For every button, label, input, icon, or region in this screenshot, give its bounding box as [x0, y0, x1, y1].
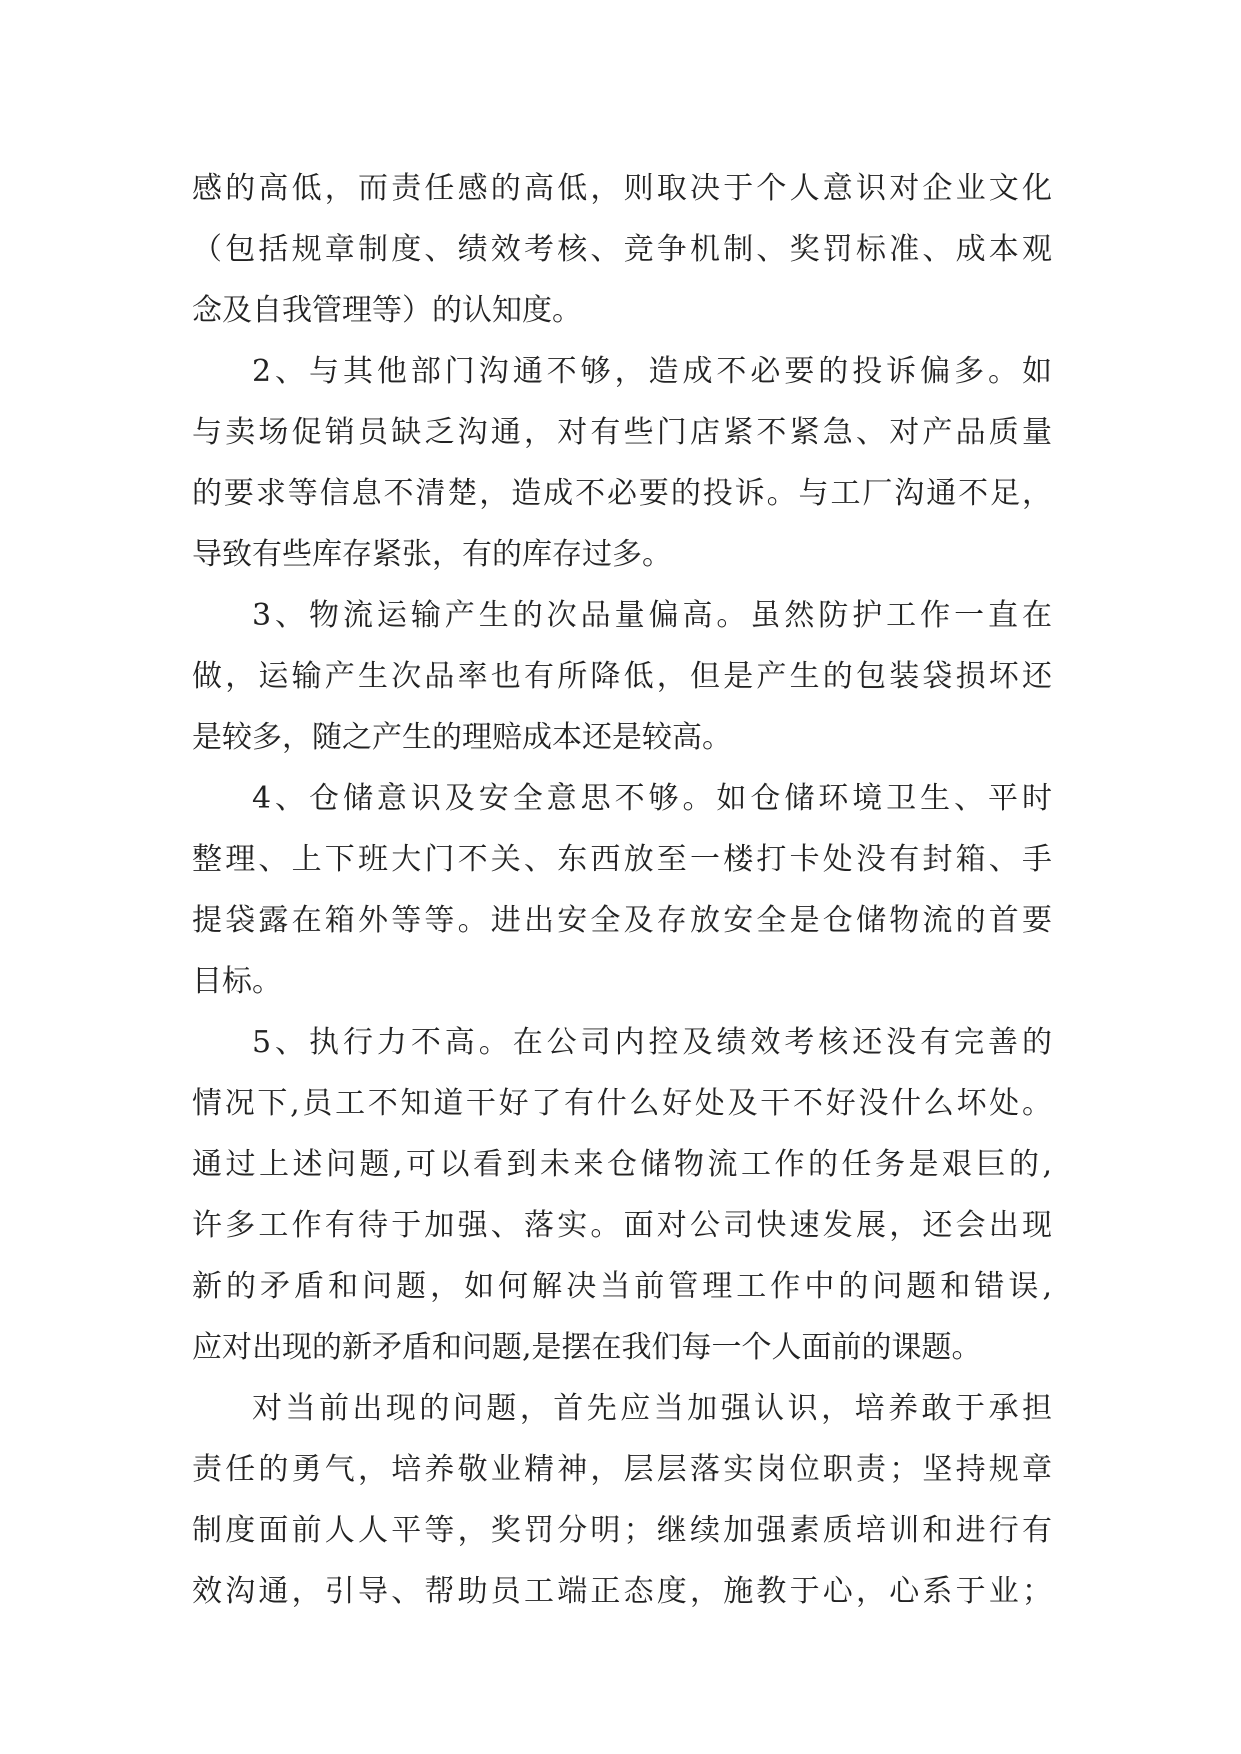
text-line: 许多工作有待于加强、落实。面对公司快速发展，还会出现	[192, 1208, 1052, 1243]
text-line: 2、与其他部门沟通不够，造成不必要的投诉偏多。如	[252, 354, 1052, 389]
text-line: 5、执行力不高。在公司内控及绩效考核还没有完善的	[252, 1025, 1052, 1060]
text-line: 感的高低，而责任感的高低，则取决于个人意识对企业文化	[192, 171, 1052, 206]
text-line: 导致有些库存紧张，有的库存过多。	[192, 537, 672, 572]
text-line: 制度面前人人平等，奖罚分明；继续加强素质培训和进行有	[192, 1513, 1052, 1548]
text-line: 应对出现的新矛盾和问题,是摆在我们每一个人面前的课题。	[192, 1330, 982, 1365]
text-line: （包括规章制度、绩效考核、竞争机制、奖罚标准、成本观	[192, 232, 1052, 267]
text-line: 做，运输产生次品率也有所降低，但是产生的包装袋损坏还	[192, 659, 1052, 694]
text-line: 的要求等信息不清楚，造成不必要的投诉。与工厂沟通不足，	[192, 476, 1052, 511]
text-line: 对当前出现的问题，首先应当加强认识，培养敢于承担	[252, 1391, 1052, 1426]
text-line: 是较多，随之产生的理赔成本还是较高。	[192, 720, 732, 755]
document-body	[192, 158, 1052, 1622]
text-line: 提袋露在箱外等等。进出安全及存放安全是仓储物流的首要	[192, 903, 1052, 938]
text-line: 新的矛盾和问题，如何解决当前管理工作中的问题和错误,	[192, 1269, 1052, 1304]
text-line: 与卖场促销员缺乏沟通，对有些门店紧不紧急、对产品质量	[192, 415, 1052, 450]
text-line: 念及自我管理等）的认知度。	[192, 293, 582, 328]
text-line: 整理、上下班大门不关、东西放至一楼打卡处没有封箱、手	[192, 842, 1052, 877]
text-line: 责任的勇气，培养敬业精神，层层落实岗位职责；坚持规章	[192, 1452, 1052, 1487]
text-line: 3、物流运输产生的次品量偏高。虽然防护工作一直在	[252, 598, 1052, 633]
text-line: 4、仓储意识及安全意思不够。如仓储环境卫生、平时	[252, 781, 1052, 816]
text-line: 目标。	[192, 964, 282, 999]
text-line: 情况下,员工不知道干好了有什么好处及干不好没什么坏处。	[192, 1086, 1052, 1121]
text-line: 通过上述问题,可以看到未来仓储物流工作的任务是艰巨的,	[192, 1147, 1052, 1182]
text-line: 效沟通，引导、帮助员工端正态度，施教于心，心系于业；	[192, 1574, 1052, 1609]
